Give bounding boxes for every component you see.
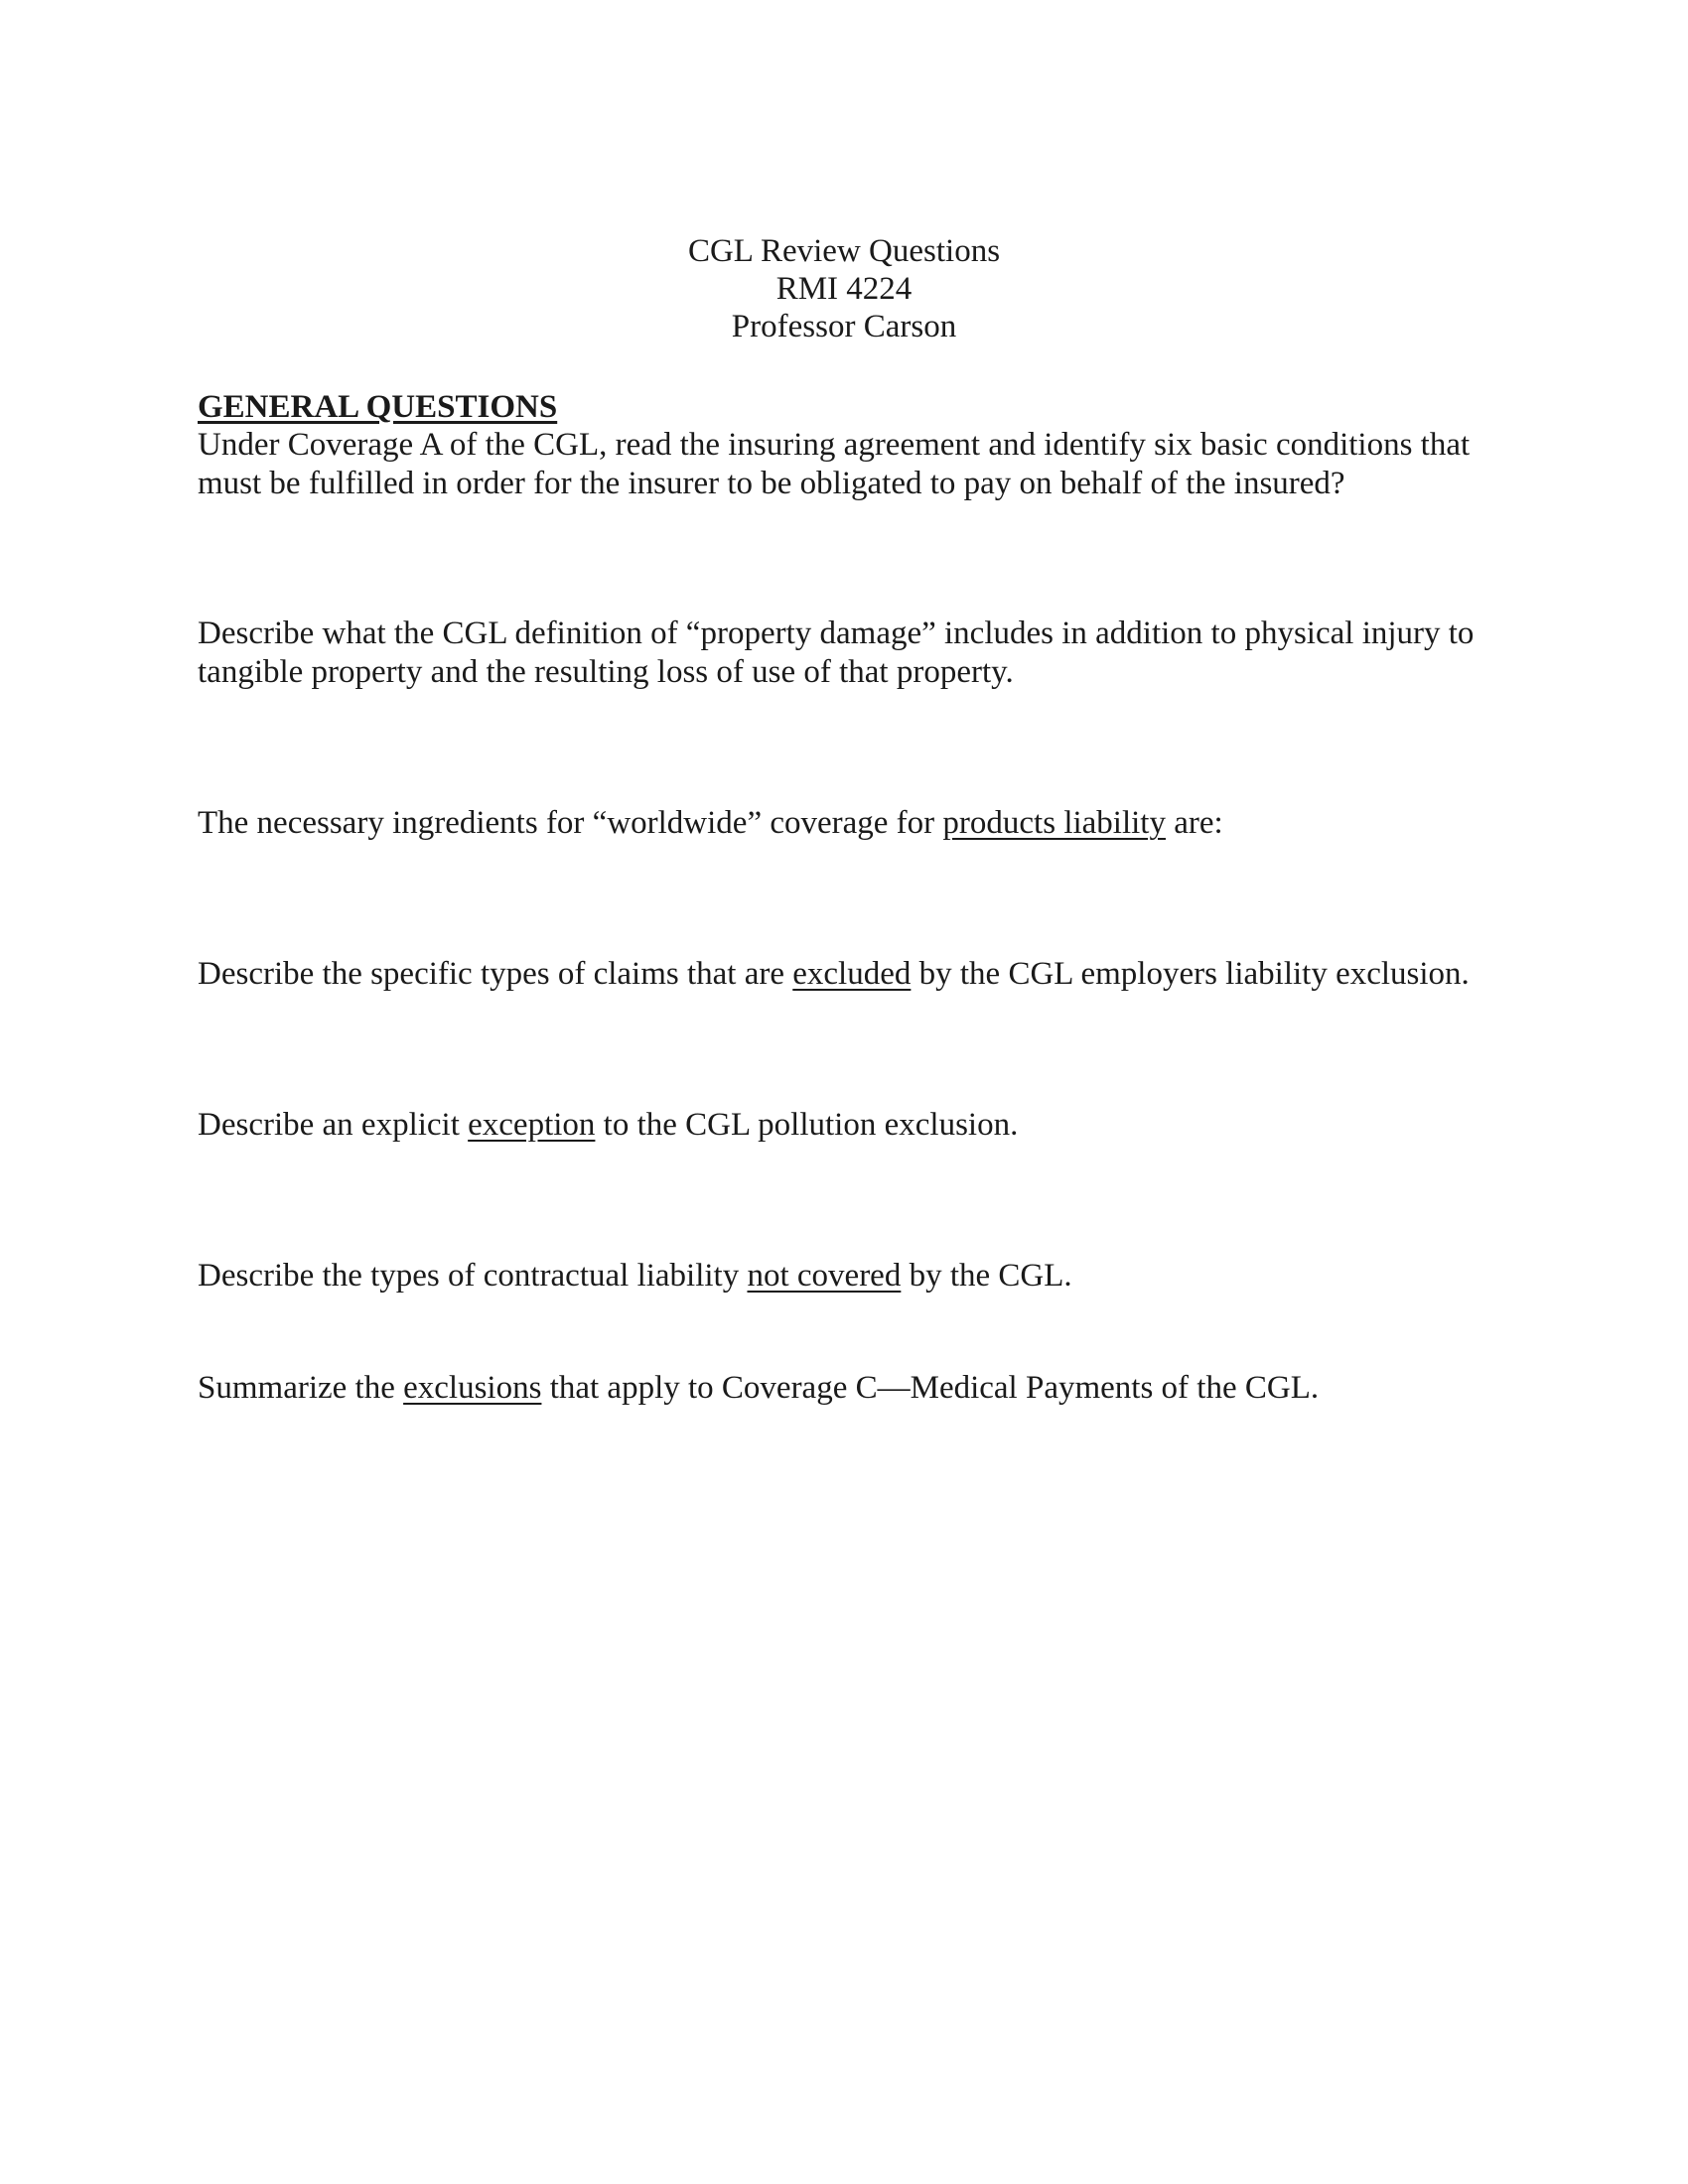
question-7	[198, 1369, 1498, 1408]
question-3	[198, 804, 1498, 843]
question-3-text-before: The necessary ingredients for “worldwide” coverage for	[198, 805, 943, 841]
question-7-emphasis: exclusions	[403, 1370, 542, 1406]
question-1	[198, 426, 1498, 503]
question-2-line-2: tangible property and the resulting loss of use of that property.	[198, 654, 1014, 690]
question-7-text-after: that apply to Coverage C—Medical Payments of the CGL.	[541, 1370, 1320, 1406]
question-4-text-before: Describe the specific types of claims that are	[198, 956, 793, 992]
question-3-emphasis: products liability	[942, 805, 1166, 841]
question-4-text-after: by the CGL employers liability exclusion.	[911, 956, 1470, 992]
professor-name: Professor Carson	[731, 309, 957, 344]
question-5-emphasis: exception	[468, 1107, 596, 1143]
question-2	[198, 614, 1498, 692]
question-6	[198, 1257, 1498, 1296]
question-7-text-before: Summarize the	[198, 1370, 404, 1406]
document-title: CGL Review Questions	[687, 233, 1001, 269]
question-3-text-after: are:	[1165, 805, 1223, 841]
question-4	[198, 955, 1498, 994]
document-header	[0, 232, 1688, 345]
question-6-emphasis: not covered	[747, 1258, 902, 1294]
question-6-text-before: Describe the types of contractual liability	[198, 1258, 748, 1294]
question-6-text-after: by the CGL.	[901, 1258, 1072, 1294]
question-1-line-2: must be fulfilled in order for the insurer to be obligated to pay on behalf of the insured?	[198, 466, 1345, 501]
question-5	[198, 1106, 1498, 1145]
section-heading: GENERAL QUESTIONS	[198, 389, 558, 425]
course-number: RMI 4224	[775, 271, 913, 307]
question-5-text-before: Describe an explicit	[198, 1107, 469, 1143]
question-4-emphasis: excluded	[792, 956, 912, 992]
question-1-line-1: Under Coverage A of the CGL, read the insuring agreement and identify six basic conditions that	[198, 427, 1471, 463]
question-2-line-1: Describe what the CGL definition of “property damage” includes in addition to physical injury to	[198, 615, 1475, 651]
question-5-text-after: to the CGL pollution exclusion.	[595, 1107, 1019, 1143]
